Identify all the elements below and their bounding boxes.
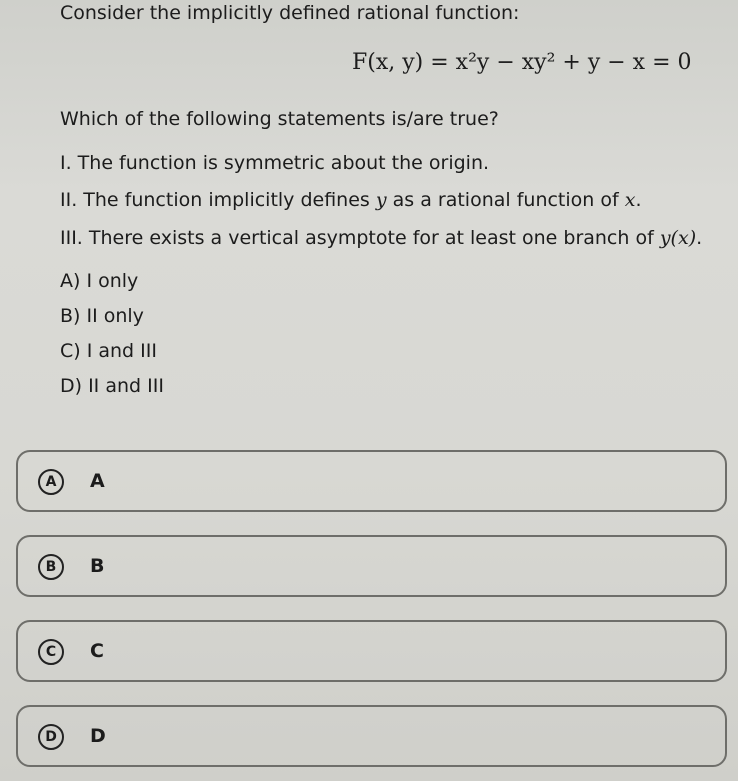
statement-iii-prefix: III. There exists a vertical asymptote for at least one branch of — [60, 227, 660, 249]
choice-c-badge-icon: C — [38, 639, 64, 665]
statement-i — [60, 152, 489, 174]
statement-iii-suffix: . — [696, 227, 703, 249]
option-text-c: C) I and III — [60, 340, 157, 362]
choice-b-badge-icon: B — [38, 554, 64, 580]
choice-a-button[interactable] — [16, 450, 727, 512]
choice-a-label: A — [90, 470, 105, 492]
statement-ii-suffix: . — [635, 189, 642, 211]
question-prompt: Which of the following statements is/are true? — [60, 108, 499, 130]
statement-i-text: I. The function is symmetric about the origin. — [60, 152, 490, 174]
option-text-a: A) I only — [60, 270, 139, 292]
choice-d-button[interactable] — [16, 705, 727, 767]
statement-ii-mid: as a rational function of — [386, 189, 625, 211]
statement-iii-math: y(x) — [659, 227, 697, 249]
equation: F(x, y) = x²y − xy² + y − x = 0 — [352, 50, 692, 75]
statement-ii-var-x: x — [624, 189, 636, 211]
option-text-b: B) II only — [60, 305, 144, 327]
statement-ii-prefix: II. The function implicitly defines — [60, 189, 376, 211]
question-intro: Consider the implicitly defined rational function: — [60, 2, 520, 24]
choice-a-badge-icon: A — [38, 469, 64, 495]
choice-b-button[interactable] — [16, 535, 727, 597]
choice-c-button[interactable] — [16, 620, 727, 682]
statement-ii — [60, 189, 641, 211]
statement-iii — [60, 227, 702, 249]
choice-c-label: C — [90, 640, 104, 662]
choice-d-badge-icon: D — [38, 724, 64, 750]
option-text-d: D) II and III — [60, 375, 164, 397]
statement-ii-var-y: y — [375, 189, 387, 211]
choice-b-label: B — [90, 555, 105, 577]
choice-d-label: D — [90, 725, 106, 747]
